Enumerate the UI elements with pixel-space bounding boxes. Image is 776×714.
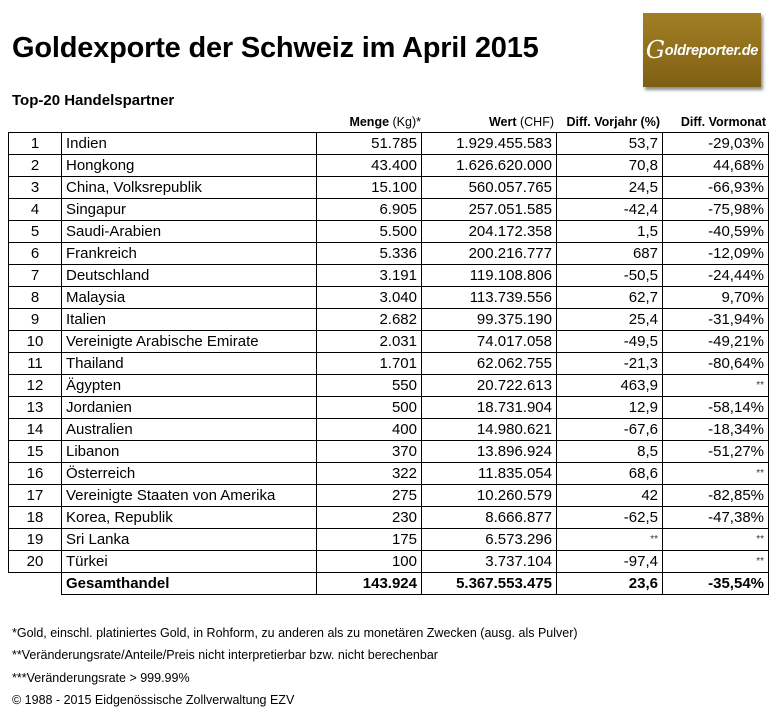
wert-cell: 62.062.755 (422, 353, 557, 375)
menge-cell: 370 (317, 441, 422, 463)
column-header-wert-label: Wert (488, 115, 517, 129)
rank-cell: 9 (9, 309, 62, 331)
wert-cell: 560.057.765 (422, 177, 557, 199)
table-row (9, 463, 769, 485)
column-header-menge (316, 115, 421, 129)
vorjahr-cell: 62,7 (557, 287, 663, 309)
rank-cell: 3 (9, 177, 62, 199)
wert-cell: 20.722.613 (422, 375, 557, 397)
menge-cell: 322 (317, 463, 422, 485)
vorjahr-cell: 463,9 (557, 375, 663, 397)
column-header-vormonat: Diff. Vormonat (680, 115, 766, 129)
column-header-menge-unit: (Kg)* (392, 115, 421, 129)
vormonat-cell: -12,09% (663, 243, 769, 265)
rank-cell: 15 (9, 441, 62, 463)
country-cell: Italien (62, 309, 317, 331)
footnote: *Gold, einschl. platiniertes Gold, in Rohform, zu anderen als zu monetären Zwecken (ausg. als Pulver) (12, 626, 578, 640)
wert-cell: 113.739.556 (422, 287, 557, 309)
logo-initial: G (645, 36, 665, 64)
menge-cell: 2.682 (317, 309, 422, 331)
wert-cell: 99.375.190 (422, 309, 557, 331)
menge-cell: 51.785 (317, 133, 422, 155)
menge-cell: 175 (317, 529, 422, 551)
goldreporter-logo (643, 13, 761, 87)
rank-cell: 10 (9, 331, 62, 353)
vorjahr-cell: -50,5 (557, 265, 663, 287)
column-header-menge-label: Menge (349, 115, 390, 129)
table-row (9, 265, 769, 287)
vorjahr-cell: 68,6 (557, 463, 663, 485)
table-row (9, 375, 769, 397)
column-header-vorjahr: Diff. Vorjahr (%) (566, 115, 660, 129)
rank-cell: 2 (9, 155, 62, 177)
table-row (9, 133, 769, 155)
vormonat-cell: -40,59% (663, 221, 769, 243)
wert-cell: 14.980.621 (422, 419, 557, 441)
country-cell: Singapur (62, 199, 317, 221)
table-row (9, 177, 769, 199)
total-rank-blank (9, 573, 62, 595)
vorjahr-cell: 1,5 (557, 221, 663, 243)
total-row (9, 573, 769, 595)
rank-cell: 17 (9, 485, 62, 507)
menge-cell: 43.400 (317, 155, 422, 177)
menge-cell: 400 (317, 419, 422, 441)
vormonat-cell: 44,68% (663, 155, 769, 177)
country-cell: China, Volksrepublik (62, 177, 317, 199)
menge-cell: 230 (317, 507, 422, 529)
rank-cell: 6 (9, 243, 62, 265)
country-cell: Türkei (62, 551, 317, 573)
table-row (9, 331, 769, 353)
wert-cell: 204.172.358 (422, 221, 557, 243)
menge-cell: 550 (317, 375, 422, 397)
vormonat-cell: -29,03% (663, 133, 769, 155)
country-cell: Vereinigte Staaten von Amerika (62, 485, 317, 507)
vorjahr-cell: -49,5 (557, 331, 663, 353)
rank-cell: 12 (9, 375, 62, 397)
column-header-wert-unit: (CHF) (519, 115, 554, 129)
menge-cell: 275 (317, 485, 422, 507)
rank-cell: 1 (9, 133, 62, 155)
wert-cell: 13.896.924 (422, 441, 557, 463)
country-cell: Ägypten (62, 375, 317, 397)
wert-cell: 3.737.104 (422, 551, 557, 573)
country-cell: Hongkong (62, 155, 317, 177)
country-cell: Vereinigte Arabische Emirate (62, 331, 317, 353)
vormonat-cell: -24,44% (663, 265, 769, 287)
table-row (9, 309, 769, 331)
vorjahr-cell: 24,5 (557, 177, 663, 199)
menge-cell: 3.191 (317, 265, 422, 287)
vormonat-cell: -75,98% (663, 199, 769, 221)
vorjahr-cell: 687 (557, 243, 663, 265)
rank-cell: 19 (9, 529, 62, 551)
total-vormonat: -35,54% (663, 573, 769, 595)
table-row (9, 419, 769, 441)
vormonat-cell: -47,38% (663, 507, 769, 529)
country-cell: Österreich (62, 463, 317, 485)
footnote: ***Veränderungsrate > 999.99% (12, 670, 190, 685)
table-subtitle: Top-20 Handelspartner (12, 92, 175, 109)
wert-cell: 8.666.877 (422, 507, 557, 529)
wert-cell: 74.017.058 (422, 331, 557, 353)
vorjahr-cell: 42 (557, 485, 663, 507)
wert-cell: 1.929.455.583 (422, 133, 557, 155)
footnote: **Veränderungsrate/Anteile/Preis nicht interpretierbar bzw. nicht berechenbar (12, 648, 438, 663)
vorjahr-cell: 8,5 (557, 441, 663, 463)
vorjahr-cell: -97,4 (557, 551, 663, 573)
total-wert: 5.367.553.475 (422, 573, 557, 595)
menge-cell: 100 (317, 551, 422, 573)
logo-text-rest: oldreporter.de (664, 43, 759, 59)
table-row (9, 155, 769, 177)
vorjahr-cell: 12,9 (557, 397, 663, 419)
table-row (9, 353, 769, 375)
rank-cell: 20 (9, 551, 62, 573)
vormonat-cell: ** (663, 551, 769, 573)
country-cell: Thailand (62, 353, 317, 375)
table-row (9, 507, 769, 529)
menge-cell: 3.040 (317, 287, 422, 309)
menge-cell: 2.031 (317, 331, 422, 353)
vormonat-cell: -51,27% (663, 441, 769, 463)
wert-cell: 10.260.579 (422, 485, 557, 507)
vorjahr-cell: 70,8 (557, 155, 663, 177)
rank-cell: 16 (9, 463, 62, 485)
vormonat-cell: -82,85% (663, 485, 769, 507)
menge-cell: 5.500 (317, 221, 422, 243)
table-row (9, 485, 769, 507)
menge-cell: 6.905 (317, 199, 422, 221)
vormonat-cell: -58,14% (663, 397, 769, 419)
table-row (9, 243, 769, 265)
rank-cell: 18 (9, 507, 62, 529)
vorjahr-cell: -67,6 (557, 419, 663, 441)
country-cell: Jordanien (62, 397, 317, 419)
country-cell: Saudi-Arabien (62, 221, 317, 243)
trade-partners-table (8, 132, 769, 595)
wert-cell: 1.626.620.000 (422, 155, 557, 177)
logo-text (646, 36, 758, 64)
wert-cell: 257.051.585 (422, 199, 557, 221)
menge-cell: 5.336 (317, 243, 422, 265)
rank-cell: 7 (9, 265, 62, 287)
vorjahr-cell: 53,7 (557, 133, 663, 155)
column-header-wert (421, 115, 554, 129)
menge-cell: 500 (317, 397, 422, 419)
country-cell: Korea, Republik (62, 507, 317, 529)
table-row (9, 397, 769, 419)
country-cell: Libanon (62, 441, 317, 463)
total-label: Gesamthandel (62, 573, 317, 595)
total-menge: 143.924 (317, 573, 422, 595)
copyright: © 1988 - 2015 Eidgenössische Zollverwaltung EZV (12, 692, 295, 707)
menge-cell: 1.701 (317, 353, 422, 375)
table-body (9, 133, 769, 595)
vorjahr-cell: 25,4 (557, 309, 663, 331)
country-cell: Indien (62, 133, 317, 155)
country-cell: Frankreich (62, 243, 317, 265)
vormonat-cell: ** (663, 463, 769, 485)
vorjahr-cell: -21,3 (557, 353, 663, 375)
footnotes (12, 622, 578, 711)
country-cell: Deutschland (62, 265, 317, 287)
table-row (9, 441, 769, 463)
country-cell: Malaysia (62, 287, 317, 309)
wert-cell: 11.835.054 (422, 463, 557, 485)
table-row (9, 287, 769, 309)
table-row (9, 529, 769, 551)
table-row (9, 199, 769, 221)
country-cell: Australien (62, 419, 317, 441)
rank-cell: 11 (9, 353, 62, 375)
vormonat-cell: -31,94% (663, 309, 769, 331)
rank-cell: 14 (9, 419, 62, 441)
vormonat-cell: -49,21% (663, 331, 769, 353)
table-row (9, 551, 769, 573)
vormonat-cell: -80,64% (663, 353, 769, 375)
vormonat-cell: -66,93% (663, 177, 769, 199)
vorjahr-cell: -42,4 (557, 199, 663, 221)
vormonat-cell: 9,70% (663, 287, 769, 309)
rank-cell: 13 (9, 397, 62, 419)
rank-cell: 5 (9, 221, 62, 243)
wert-cell: 200.216.777 (422, 243, 557, 265)
vormonat-cell: ** (663, 529, 769, 551)
rank-cell: 4 (9, 199, 62, 221)
table-row (9, 221, 769, 243)
wert-cell: 18.731.904 (422, 397, 557, 419)
country-cell: Sri Lanka (62, 529, 317, 551)
vorjahr-cell: -62,5 (557, 507, 663, 529)
page-title: Goldexporte der Schweiz im April 2015 (12, 32, 539, 64)
menge-cell: 15.100 (317, 177, 422, 199)
total-vorjahr: 23,6 (557, 573, 663, 595)
wert-cell: 6.573.296 (422, 529, 557, 551)
rank-cell: 8 (9, 287, 62, 309)
vorjahr-cell: ** (557, 529, 663, 551)
vormonat-cell: ** (663, 375, 769, 397)
vormonat-cell: -18,34% (663, 419, 769, 441)
wert-cell: 119.108.806 (422, 265, 557, 287)
